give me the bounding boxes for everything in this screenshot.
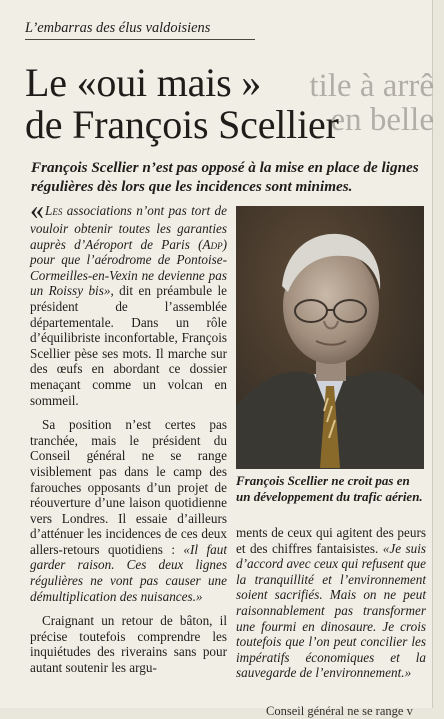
paragraph-3: Craignant un retour de bâton, il précise toutefois comprendre les inquiétudes des riverains sans pour autant soutenir les argu- (30, 613, 227, 676)
headline (25, 62, 435, 146)
paragraph-4-text: ments de ceux qui agitent des peurs et des chiffres fantaisistes. (236, 525, 426, 556)
paragraph-1 (30, 195, 227, 408)
paragraph-4-quote: «Je suis d’accord avec ceux qui refusent que la tranquillité et l’environnement soient sacrifiés. Mais on ne peut raisonnablement pas transformer une fourmi en dinosaure. Je crois toutefois que l’on peut concilier les impératifs économiques et la sauvegarde de l’environnement.» (236, 540, 427, 681)
paragraph-4 (236, 525, 426, 681)
portrait-illustration (236, 206, 424, 469)
headline-line-2: de François Scellier (25, 102, 339, 147)
adp-acronym: Adp (202, 236, 223, 252)
kicker: L’embarras des élus valdoisiens (25, 20, 255, 40)
drop-quote-mark: « (30, 195, 44, 226)
opening-smallcaps: Les (45, 203, 63, 218)
bleed-through-text: tile à arrê (309, 68, 434, 104)
opening-quote-text-a: associations n’ont pas tort de vouloir obtenir toutes les garanties auprès d’Aéroport de Paris ( (30, 203, 227, 252)
paragraph-2-text: Sa position n’est certes pas tranchée, mais le président du Conseil général ne se range visiblement pas dans le camp des farouches opposants d’un projet de réouverture d’une laison quotidienne vers Londres. Il essaie d’ailleurs d’atténuer les incidences de ces deux allers-retours quotidiens : (30, 417, 227, 557)
bleed-through-bottom: Conseil général ne se range v (266, 705, 413, 718)
bleed-through-text: en belle (330, 102, 434, 138)
headline-line-1: Le «oui mais » (25, 60, 262, 105)
paragraph-2 (30, 417, 227, 604)
paragraph-2-quote: «Il faut garder raison. Ces deux lignes régulières ne vont pas causer une démultiplication des nuisances.» (30, 541, 227, 604)
paragraph-1-rest: , dit en préambule le président de l’assemblée départementale. Dans un rôle d’équilibriste inconfortable, François Scellier pèse ses mots. Il marche sur des œufs en abordant ce dossier menaçant comme un volcan en sommeil. (30, 283, 227, 408)
column-left (30, 195, 227, 685)
column-right (236, 525, 426, 681)
lede: François Scellier n’est pas opposé à la mise en place de lignes régulières dès lors que les incidences sont minimes. (31, 159, 419, 195)
opening-quote-text-b: ) pour que l’aérodrome de Pontoise-Cormeilles-en-Vexin ne devienne pas un Roissy bis» (30, 236, 227, 299)
portrait-photo (236, 206, 424, 469)
photo-caption: François Scellier ne croit pas en un développement du trafic aérien. (236, 473, 423, 504)
